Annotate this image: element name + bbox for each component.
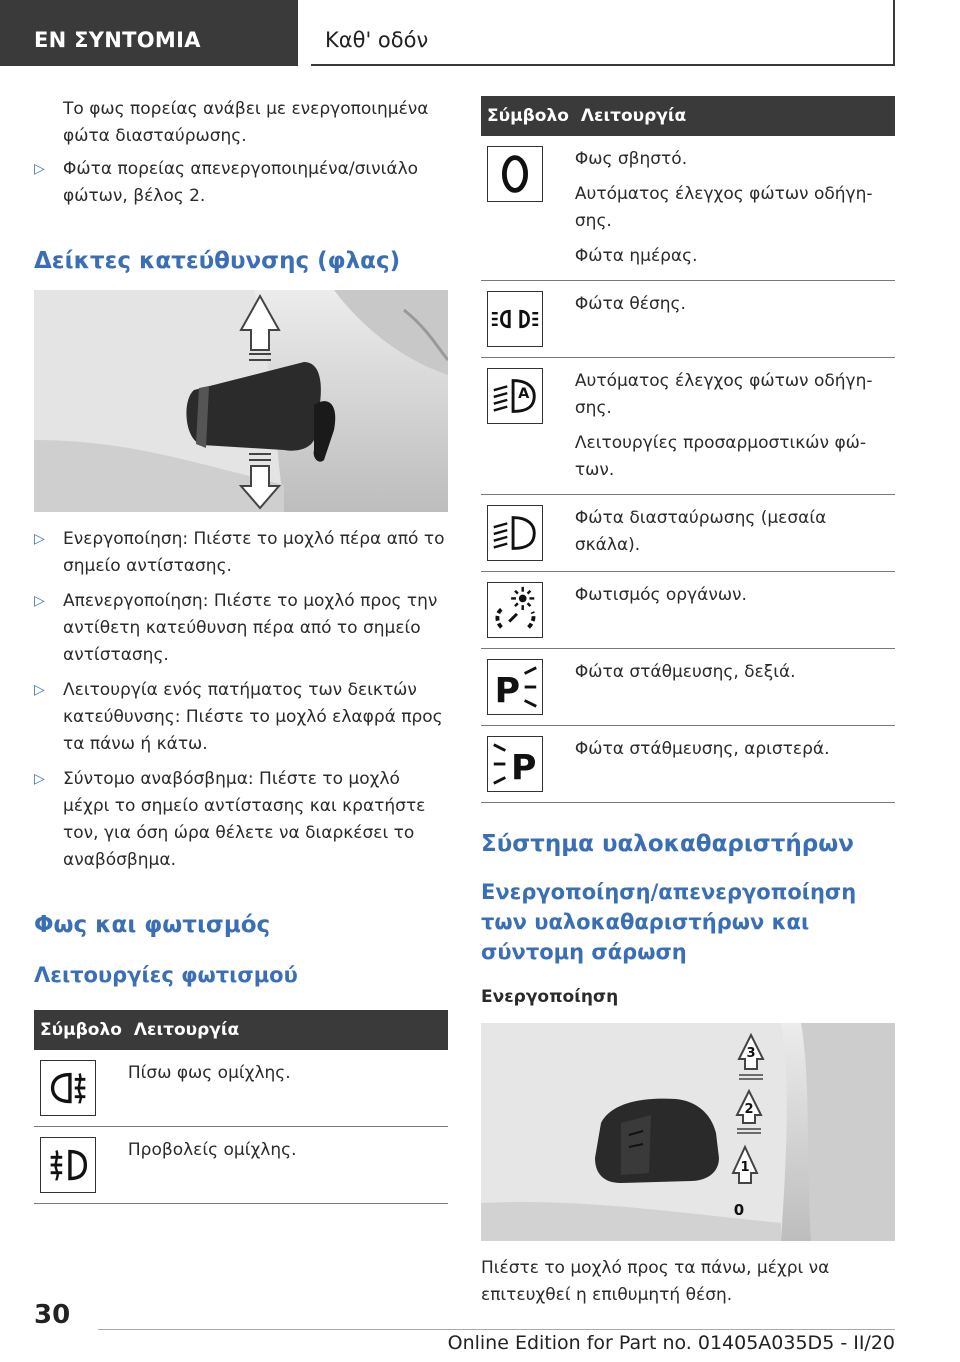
function-text: Φώτα διασταύρωσης (μεσαία σκάλα). xyxy=(574,508,827,555)
parking-light-left-icon xyxy=(487,736,543,792)
edition-footer: Online Edition for Part no. 01405A035D5 - II/20 xyxy=(98,1329,895,1354)
wiper-position-0-label: 0 xyxy=(733,1201,745,1219)
function-text: Φωτισμός οργάνων. xyxy=(574,585,747,605)
turn-signal-lever-photo xyxy=(34,290,448,512)
table-row xyxy=(481,649,895,726)
function-text: Πίσω φως ομίχλης. xyxy=(127,1063,291,1083)
list-item-text: Ενεργοποίηση: Πιέστε το μοχλό πέρα από το σημείο αντίστασης. xyxy=(63,529,445,576)
right-column xyxy=(481,96,895,1309)
column-header-function: Λειτουργία xyxy=(575,96,895,136)
function-text: Φώτα ημέρας. xyxy=(574,246,698,266)
table-row xyxy=(34,1127,448,1204)
column-header-function: Λειτουργία xyxy=(128,1010,448,1050)
wiper-position-1-label: 1 xyxy=(740,1160,750,1175)
list-item xyxy=(34,677,448,758)
auto-headlight-icon xyxy=(487,368,543,424)
left-column xyxy=(34,96,448,1204)
subheading-wiper-activation: Ενεργοποίηση/απενεργοποίηση των υαλοκαθαριστήρων και σύντομη σάρωση xyxy=(481,880,857,964)
function-text: Φώτα στάθμευσης, δεξιά. xyxy=(574,662,796,682)
light-functions-table xyxy=(34,1010,448,1204)
parking-light-right-icon xyxy=(487,659,543,715)
wiper-position-3-label: 3 xyxy=(746,1046,756,1061)
triangle-bullet-icon: ▷ xyxy=(34,771,45,787)
wiper-illustration xyxy=(481,1023,895,1241)
column-header-symbol: Σύμβολο xyxy=(34,1010,128,1050)
svg-text:A: A xyxy=(518,385,530,402)
instrument-lighting-icon xyxy=(487,582,543,638)
wiper-instruction-text: Πιέστε το μοχλό προς τα πάνω, μέχρι να επιτευχθεί η επιθυμητή θέση. xyxy=(481,1258,830,1305)
triangle-bullet-icon: ▷ xyxy=(34,161,45,177)
list-item xyxy=(34,766,448,874)
triangle-bullet-icon: ▷ xyxy=(34,593,45,609)
minor-heading-activation: Ενεργοποίηση xyxy=(481,987,619,1007)
subheading-light-functions: Λειτουργίες φωτισμού xyxy=(34,963,298,987)
section-heading-turn-signals: Δείκτες κατεύθυνσης (φλας) xyxy=(34,248,401,274)
lever-illustration xyxy=(34,290,448,512)
table-row xyxy=(481,572,895,649)
intro-text-1: Το φως πορείας ανάβει με ενεργοποιημένα φώτα διασταύρωσης. xyxy=(63,99,429,146)
turn-signal-list xyxy=(34,526,448,874)
table-row xyxy=(481,281,895,358)
column-header-symbol: Σύμβολο xyxy=(481,96,575,136)
table-row xyxy=(481,726,895,803)
list-item-text: Απενεργοποίηση: Πιέστε το μοχλό προς την αντίθετη κατεύθυνση πέρα από το σημείο αντίστασης. xyxy=(63,591,438,665)
triangle-bullet-icon: ▷ xyxy=(34,682,45,698)
function-text: Φώτα θέσης. xyxy=(574,294,686,314)
low-beam-icon xyxy=(487,505,543,561)
function-text: Φώτα στάθμευσης, αριστερά. xyxy=(574,739,830,759)
function-text: Αυτόματος έλεγχος φώτων οδήγησης. xyxy=(574,371,873,418)
table-row xyxy=(34,1050,448,1127)
list-item xyxy=(34,588,448,669)
function-text: Φως σβηστό. xyxy=(574,149,688,169)
section-tab: ΕΝ ΣΥΝΤΟΜΙΑ xyxy=(0,0,298,66)
chapter-title: Καθ' οδόν xyxy=(311,0,895,66)
list-item-text: Φώτα πορείας απενεργοποιημένα/σινιάλο φώτων, βέλος 2. xyxy=(63,159,419,206)
table-row xyxy=(481,358,895,495)
section-heading-wipers: Σύστημα υαλοκαθαριστήρων xyxy=(481,831,854,857)
table-row xyxy=(481,495,895,572)
list-item xyxy=(34,156,448,210)
svg-text:P: P xyxy=(494,671,521,712)
table-row xyxy=(481,136,895,281)
light-switch-table xyxy=(481,96,895,803)
section-heading-lights: Φως και φωτισμός xyxy=(34,912,271,938)
front-fog-light-icon xyxy=(40,1137,96,1193)
zero-position-icon xyxy=(487,146,543,202)
rear-fog-light-icon xyxy=(40,1060,96,1116)
function-text: Προβολείς ομίχλης. xyxy=(127,1140,297,1160)
wiper-position-2-label: 2 xyxy=(744,1102,754,1117)
list-item xyxy=(34,526,448,580)
list-item-text: Σύντομο αναβόσβημα: Πιέστε το μοχλό μέχρι το σημείο αντίστασης και κρατήστε τον, για όση ώρα θέλετε να διαρκέσει το αναβόσβημα. xyxy=(63,769,426,870)
function-text: Αυτόματος έλεγχος φώτων οδήγησης. xyxy=(574,184,873,231)
list-item-text: Λειτουργία ενός πατήματος των δεικτών κατεύθυνσης: Πιέστε το μοχλό ελαφρά προς τα πάνω ή κάτω. xyxy=(63,680,443,754)
parking-lights-icon xyxy=(487,291,543,347)
page-number: 30 xyxy=(34,1300,71,1330)
function-text: Λειτουργίες προσαρμοστικών φώτων. xyxy=(574,433,867,480)
svg-text:P: P xyxy=(510,748,537,789)
wiper-lever-photo xyxy=(481,1023,895,1241)
triangle-bullet-icon: ▷ xyxy=(34,531,45,547)
